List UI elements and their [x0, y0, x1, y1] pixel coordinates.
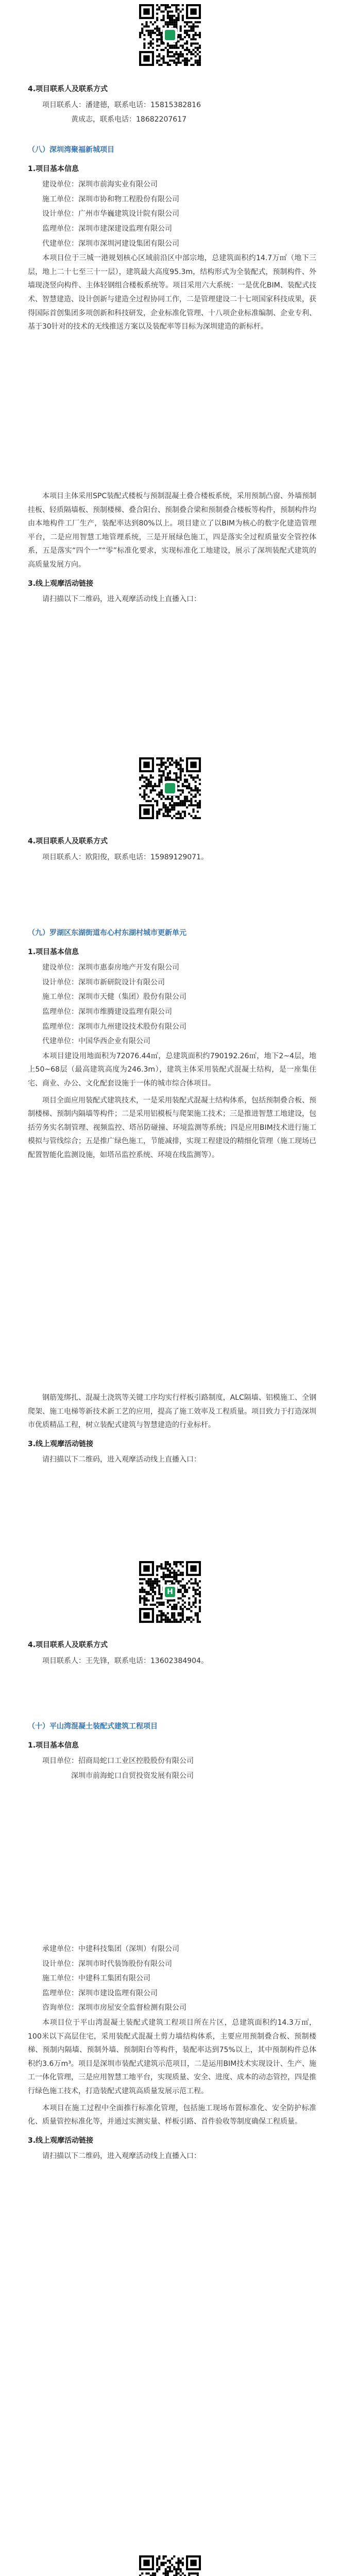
contact-line: 项目联系人：欧阳俊，联系电话：15989129071。	[42, 853, 208, 861]
kv-line: 监理单位：深圳市建深建设监理有限公司	[42, 224, 172, 233]
qr-code-2[interactable]	[139, 757, 201, 819]
section-title: （九）罗湖区东湖街道布心村东湖村城市更新单元	[28, 929, 186, 937]
contact-heading: 4.项目联系人及联系方式	[28, 85, 108, 93]
kv-line: 设计单位：深圳市新研院设计有限公司	[42, 978, 165, 987]
section-10	[28, 1716, 316, 1784]
section-10-cont	[28, 1942, 316, 2164]
info-heading: 1.项目基本信息	[28, 164, 79, 173]
kv-line: 深圳市前海蛇口自贸投资发展有限公司	[71, 1771, 194, 1780]
kv-line: 建设单位：深圳市惠泰房地产开发有限公司	[42, 963, 179, 972]
kv-line: 建设单位：深圳市前海实业有限公司	[42, 180, 158, 189]
kv-line: 代建单位：中国华西企业有限公司	[42, 1037, 150, 1046]
kv-line: 监理单位：深圳市维腾建设监理有限公司	[42, 1007, 172, 1016]
qr-code-icon	[139, 2555, 201, 2576]
kv-line: 咨询单位：深圳市房屋安全监督检测有限公司	[42, 2004, 186, 2012]
desc-paragraph: 本项目位于平山湾混凝土装配式建筑工程项目所在片区，总建筑面积约14.3万㎡，100米以下高层住宅，采用装配式混凝土剪力墙结构体系，主要应用预制叠合板、预制楼梯、预制内隔墙、预制外墙、预制阳台等构件，装配率达到75%以上，其中预制构件总体积约3.6万m³。项目是深圳市装配式建筑示范项目，二是运用BIM技术实现设计、生产、施工一体化管理，三是应用智慧工地平台，实现质量、安全、进度、成本的动态管控，四是推行绿色施工技术，打造装配式建筑高质量发展示范工程。	[28, 2018, 316, 2095]
contact-heading: 4.项目联系人及联系方式	[28, 837, 108, 845]
section-title: （十）平山湾混凝土装配式建筑工程项目	[28, 1722, 158, 1731]
desc-paragraph: 项目全面应用装配式建筑技术，一是采用装配式混凝土结构体系，包括预制叠合板、预制楼梯、预制内隔墙等构件；二是采用铝模板与爬架施工技术；三是推进智慧工地建设，包括劳务实名制管理、视频监控、塔吊防碰撞、环境监测等系统；四是应用BIM技术进行施工模拟与管线综合；五是推广绿色施工，节能减排，实现工程建设的精细化管理（施工现场已配置智能化监测设施，如塔吊监控系统、环境在线监测等）。	[28, 1096, 316, 1159]
qr-code-3[interactable]	[139, 1561, 201, 1623]
qr-code-4[interactable]	[139, 2555, 201, 2576]
kv-line: 施工单位：深圳市天健（集团）股份有限公司	[42, 993, 186, 1002]
live-heading: 3.线上观摩活动链接	[28, 1439, 94, 1448]
contact-line: 黄成志，联系电话：18682207617	[71, 115, 186, 124]
live-text: 请扫描以下二维码，进入观摩活动线上直播入口：	[42, 595, 201, 604]
kv-line: 施工单位：深圳市协和物工程股份有限公司	[42, 195, 179, 204]
contact-heading: 4.项目联系人及联系方式	[28, 1641, 108, 1649]
qr-logo-glyph	[165, 30, 175, 40]
section-9-contact	[28, 1633, 316, 1669]
qr-logo-icon	[163, 781, 177, 795]
section-8-cont	[28, 489, 316, 607]
qr-logo-icon	[163, 1585, 177, 1599]
kv-line: 承建单位：中建科技集团（深圳）有限公司	[42, 1945, 179, 1953]
contact-line: 项目联系人：潘建德，联系电话：15815382816	[42, 100, 201, 109]
live-text: 请扫描以下二维码，进入观摩活动线上直播入口：	[42, 2152, 201, 2161]
info-heading: 1.项目基本信息	[28, 1741, 79, 1750]
section-8	[28, 139, 316, 337]
section-7-contact	[28, 77, 316, 128]
kv-line: 施工单位：中建科工集团有限公司	[42, 1974, 150, 1983]
kv-line: 监理单位：深圳市建设监理有限公司	[42, 1989, 158, 1997]
kv-line: 代建单位：深圳市深圳河建设集团有限公司	[42, 239, 179, 248]
live-heading: 3.线上观摩活动链接	[28, 579, 94, 588]
section-title: （八）深圳湾聚福新城项目	[28, 146, 114, 154]
contact-line: 项目联系人：王先锋，联系电话：13602384904。	[42, 1656, 208, 1665]
desc-paragraph: 钢筋笼绑扎、混凝土浇筑等关键工序均实行样板引路制度，ALC隔墙、铝模施工、全钢爬架、施工电梯等新技术新工艺的应用，提高了施工效率及工程质量。项目致力于打造深圳市优质精品工程，树立装配式建筑与智慧建造的行业标杆。	[28, 1394, 316, 1430]
kv-line: 设计单位：深圳市时代装饰股份有限公司	[42, 1959, 172, 1968]
desc-paragraph: 本项目位于三城一港规划核心区域前沿区中部宗地，总建筑面积约14.7万㎡（地下三层，地上二十七至三十一层），建筑最大高度95.3m，结构形式为全装配式，预制构件、外墙现浇竖向构件、主体轻钢组合楼板系统等。项目采用六大系统：一是优化BIM、装配式技术、智慧建造、设计创新与建造全过程协同工作，二是管理建设二十七项国家科技成果，获得国际首创集团多项创新和科技研发，企业标准化管理、十八项企业标准编制、企业专利、基于30针对的技术的无线推送方案以及装配率等目标为深圳建造的新标杆。	[28, 254, 316, 331]
info-heading: 1.项目基本信息	[28, 947, 79, 956]
kv-line: 项目单位：招商局蛇口工业区控股股份有限公司	[42, 1757, 194, 1766]
live-text: 请扫描以下二维码，进入观摩活动线上直播入口：	[42, 1455, 201, 1464]
kv-line: 设计单位：广州市华巍建筑设计院有限公司	[42, 210, 179, 218]
qr-logo-icon	[163, 28, 177, 42]
live-heading: 3.线上观摩活动链接	[28, 2136, 94, 2145]
kv-line: 监理单位：深圳市九州建设技术股份有限公司	[42, 1022, 186, 1031]
desc-paragraph: 本项目建设用地面积为72076.44㎡，总建筑面积约790192.26㎡，地下2~4层，地上50~68层（最高建筑高度为246.3m），建筑主体采用装配式混凝土结构，是一座集住宅、商业、办公、文化配套设施于一体的城市综合体项目。	[28, 1052, 316, 1088]
qr-code-1[interactable]	[139, 4, 201, 66]
desc-paragraph: 本项目在施工过程中全面推行标准化管理，包括施工现场布置标准化、安全防护标准化、质量管控标准化等，并通过实测实量、样板引路、首件验收等制度确保工程质量。	[28, 2104, 316, 2126]
section-9-cont	[28, 1391, 316, 1468]
section-8-contact	[28, 829, 316, 865]
desc-paragraph: 本项目主体采用SPC装配式楼板与预制混凝土叠合楼板系统，采用预制凸窗、外墙预制挂板、轻质隔墙板、预制楼梯、叠合阳台、预制叠合梁和预制叠合楼板等构件，预制构件均由本地构件工厂生产，装配率达到80%以上。项目建立了以BIM为核心的数字化建造管理平台，二是应用智慧工地管理系统，三是开展绿色施工，四是落实全过程质量安全管控体系，五是落实“四个一”“零”标准化要求，实现标准化工地建设，展示了深圳装配式建筑的高质量发展方向。	[28, 492, 316, 569]
qr-logo-glyph: H	[165, 1587, 175, 1597]
qr-logo-glyph	[165, 783, 175, 793]
section-9	[28, 922, 316, 1165]
